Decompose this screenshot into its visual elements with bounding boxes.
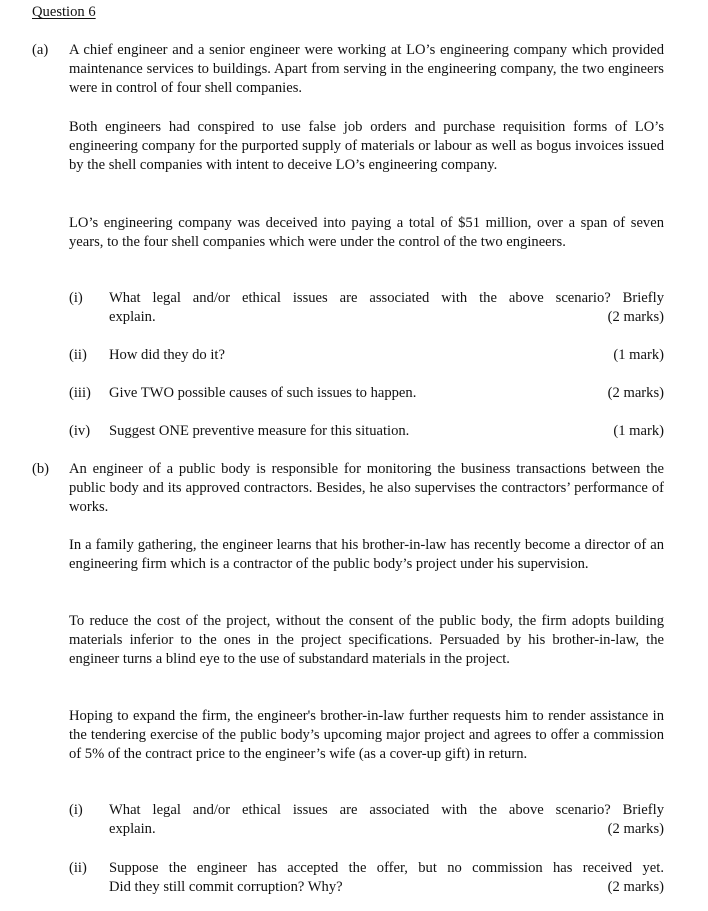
subquestion-marks: (2 marks) — [607, 821, 664, 837]
part-b-paragraph-3: To reduce the cost of the project, without the consent of the public body, the firm adopts building materials inferior to the ones in the project specifications. Persuaded by his brother-in-law, the engineer turns a blind eye to the use of substandard materials in the project. — [69, 613, 664, 667]
subquestion-number: (iii) — [69, 385, 91, 401]
subquestion-number: (ii) — [69, 860, 87, 876]
subquestion-text: How did they do it? — [109, 347, 225, 363]
part-b-paragraph-2: In a family gathering, the engineer learns that his brother-in-law has recently become a director of an engineering firm which is a contractor of the public body’s project under his supervision. — [69, 537, 664, 572]
subquestion-text: Give TWO possible causes of such issues to happen. — [109, 385, 417, 401]
subquestion-marks: (1 mark) — [613, 347, 664, 363]
part-b-label: (b) — [32, 461, 50, 477]
subquestion-text-line-2: Did they still commit corruption? Why? — [109, 879, 343, 895]
subquestion-text-line-2: explain. — [109, 309, 156, 325]
part-a-paragraph-2: Both engineers had conspired to use false job orders and purchase requisition forms of LO’s engineering company for the purported supply of materials or labour as well as bogus invoices issued by the shell companies with intent to deceive LO’s engineering company. — [69, 119, 664, 173]
subquestion-text-line-1: What legal and/or ethical issues are associated with the above scenario? Briefly — [109, 802, 664, 818]
subquestion-number: (i) — [69, 802, 83, 818]
part-b-paragraph-1: An engineer of a public body is responsible for monitoring the business transactions between the public body and its approved contractors. Besides, he also supervises the contractors’ performance of works. — [69, 461, 664, 515]
subquestion-marks: (2 marks) — [607, 385, 664, 401]
question-title: Question 6 — [32, 4, 96, 20]
subquestion-text-line-1: Suppose the engineer has accepted the offer, but no commission has received yet. — [109, 860, 664, 876]
subquestion-text-line-2: explain. — [109, 821, 156, 837]
part-a-label: (a) — [32, 42, 49, 58]
subquestion-marks: (2 marks) — [607, 309, 664, 325]
subquestion-number: (iv) — [69, 423, 91, 439]
subquestion-text: Suggest ONE preventive measure for this situation. — [109, 423, 410, 439]
part-a-paragraph-3: LO’s engineering company was deceived into paying a total of $51 million, over a span of seven years, to the four shell companies which were under the control of the two engineers. — [69, 215, 664, 250]
subquestion-number: (i) — [69, 290, 83, 306]
part-b-paragraph-4: Hoping to expand the firm, the engineer's brother-in-law further requests him to render assistance in the tendering exercise of the public body’s upcoming major project and agrees to offer a commission of 5% of the contract price to the engineer’s wife (as a cover-up gift) in return. — [69, 708, 664, 762]
subquestion-marks: (2 marks) — [607, 879, 664, 895]
subquestion-number: (ii) — [69, 347, 87, 363]
part-a-paragraph-1: A chief engineer and a senior engineer were working at LO’s engineering company which provided maintenance services to buildings. Apart from serving in the engineering company, the two engineers were in control of four shell companies. — [69, 42, 664, 96]
subquestion-marks: (1 mark) — [613, 423, 664, 439]
subquestion-text-line-1: What legal and/or ethical issues are associated with the above scenario? Briefly — [109, 290, 664, 306]
